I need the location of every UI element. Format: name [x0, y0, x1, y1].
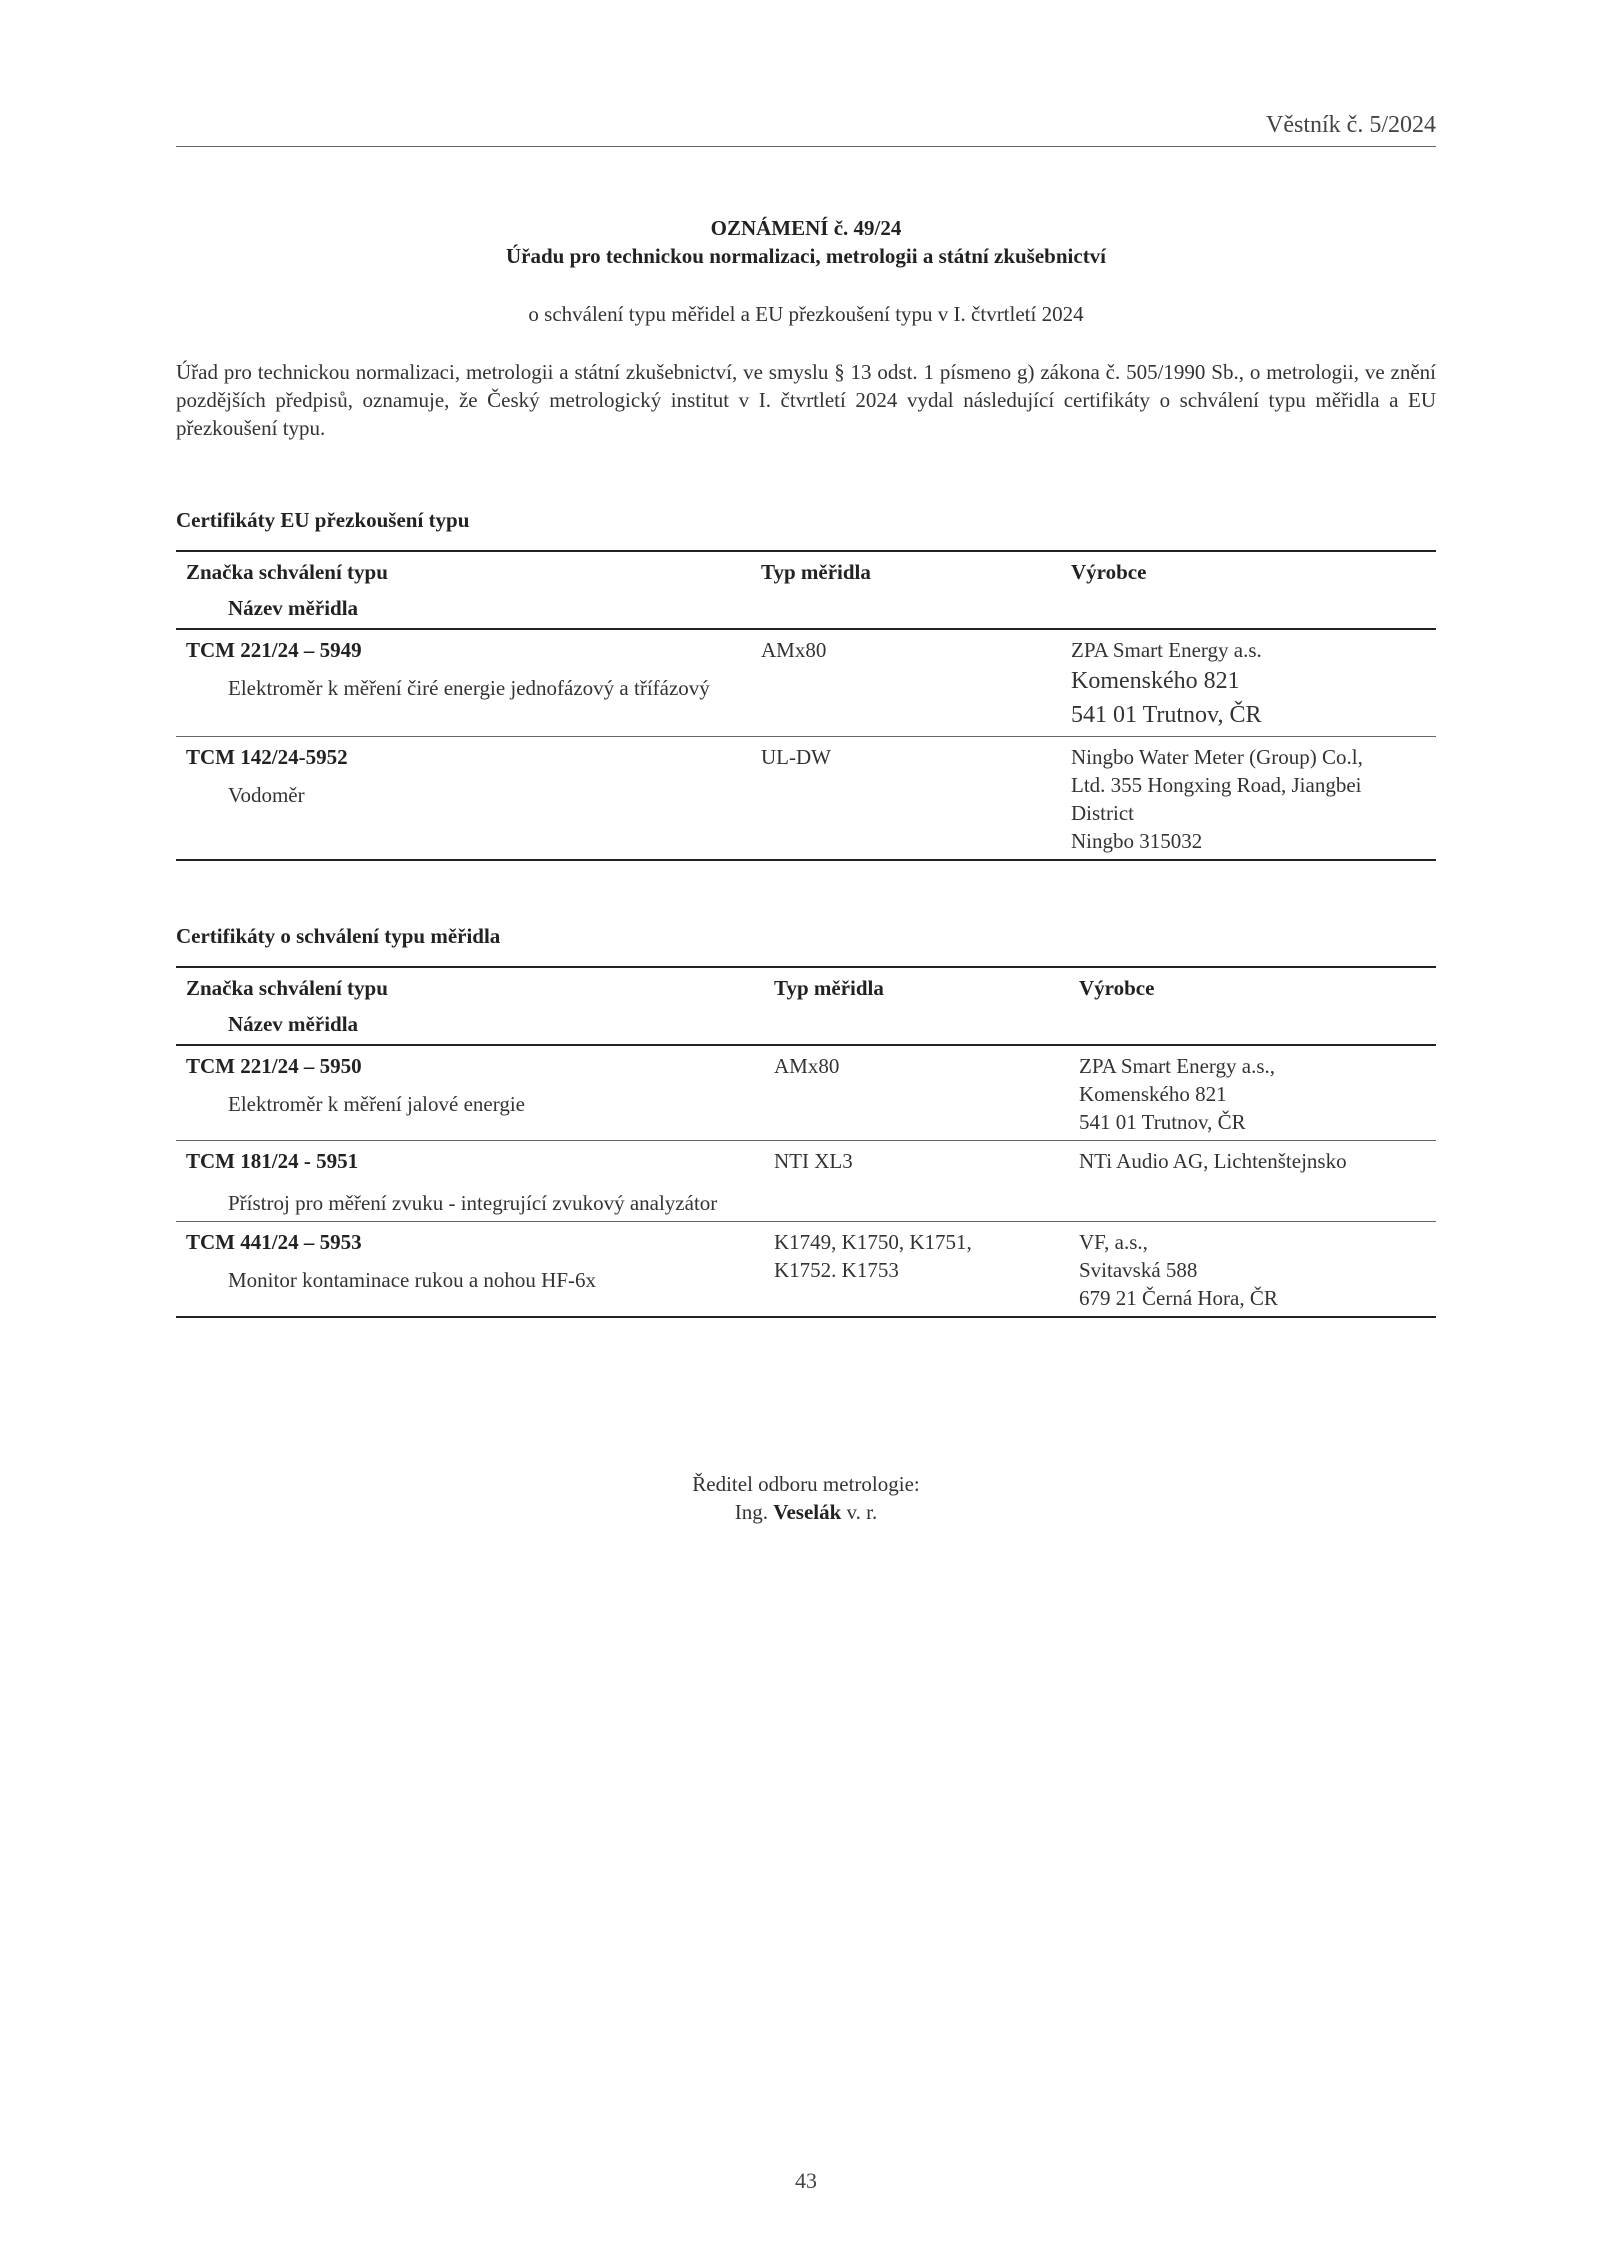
- manufacturer: [1061, 629, 1436, 737]
- intro-paragraph: Úřad pro technickou normalizaci, metrologii a státní zkušebnictví, ve smyslu § 13 odst. 1 písmeno g) zákona č. 505/1990 Sb., o metrologii, ve znění pozdějších předpisů, oznamuje, že Český metrologický institut v I. čtvrtletí 2024 vydal následující certifikáty o schválení typu měřidla a EU přezkoušení typu.: [176, 360, 1436, 440]
- col-header-type: Typ měřidla: [774, 976, 884, 1000]
- manufacturer-line: VF, a.s.,: [1079, 1230, 1148, 1254]
- manufacturer-line: 541 01 Trutnov, ČR: [1079, 1110, 1246, 1134]
- meter-type: AMx80: [774, 1054, 840, 1078]
- manufacturer-line: District: [1071, 801, 1134, 825]
- manufacturer-line: Ningbo 315032: [1071, 829, 1203, 853]
- approval-code: TCM 181/24 - 5951: [186, 1149, 359, 1173]
- eu-certificates-table: [176, 550, 1436, 861]
- col-header-maker: Výrobce: [1071, 560, 1147, 584]
- journal-header: Věstník č. 5/2024: [1266, 112, 1436, 138]
- approval-code: TCM 441/24 – 5953: [186, 1230, 362, 1254]
- signature-block: [176, 1470, 1436, 1526]
- type-approval-table: [176, 966, 1436, 1318]
- meter-type-line: K1749, K1750, K1751,: [774, 1230, 972, 1254]
- header-rule: [176, 146, 1436, 147]
- col-header-name: Název měřidla: [228, 1012, 359, 1036]
- table-row: [176, 1222, 1436, 1318]
- notice-number: OZNÁMENÍ č. 49/24: [710, 216, 902, 240]
- manufacturer: [1069, 1045, 1436, 1141]
- manufacturer-line: ZPA Smart Energy a.s.,: [1079, 1054, 1276, 1078]
- meter-type-line: K1752. K1753: [774, 1258, 899, 1282]
- meter-name: Vodoměr: [228, 783, 305, 807]
- meter-type: [764, 1222, 1069, 1318]
- page-number: 43: [795, 2168, 817, 2193]
- meter-name: Přístroj pro měření zvuku - integrující zvukový analyzátor: [228, 1191, 718, 1215]
- section-title-national: Certifikáty o schválení typu měřidla: [176, 924, 501, 948]
- col-header-name: Název měřidla: [228, 596, 359, 620]
- notice-subtitle: o schválení typu měřidel a EU přezkoušení typu v I. čtvrtletí 2024: [528, 302, 1084, 326]
- signatory-surname: Veselák: [773, 1500, 842, 1524]
- col-header-type: Typ měřidla: [761, 560, 871, 584]
- manufacturer-line: Komenského 821: [1071, 668, 1240, 694]
- manufacturer-line: Svitavská 588: [1079, 1258, 1198, 1282]
- manufacturer: [1061, 737, 1436, 861]
- manufacturer: [1069, 1141, 1436, 1222]
- approval-code: TCM 221/24 – 5950: [186, 1054, 362, 1078]
- signatory-prefix: Ing.: [734, 1500, 768, 1524]
- col-header-code: Značka schválení typu: [186, 976, 388, 1000]
- meter-type: UL-DW: [761, 745, 831, 769]
- manufacturer-line: 679 21 Černá Hora, ČR: [1079, 1286, 1278, 1310]
- meter-name: Monitor kontaminace rukou a nohou HF-6x: [228, 1268, 597, 1292]
- table-row: [176, 737, 1436, 861]
- manufacturer-line: NTi Audio AG, Lichtenštejnsko: [1079, 1149, 1347, 1173]
- issuing-office: Úřadu pro technickou normalizaci, metrologii a státní zkušebnictví: [505, 244, 1107, 268]
- table-row: [176, 1045, 1436, 1141]
- col-header-maker: Výrobce: [1079, 976, 1155, 1000]
- meter-type: NTI XL3: [774, 1149, 853, 1173]
- table-row: [176, 629, 1436, 737]
- manufacturer: [1069, 1222, 1436, 1318]
- manufacturer-line: Ningbo Water Meter (Group) Co.l,: [1071, 745, 1363, 769]
- manufacturer-line: Ltd. 355 Hongxing Road, Jiangbei: [1071, 773, 1362, 797]
- manufacturer-line: ZPA Smart Energy a.s.: [1071, 638, 1262, 662]
- approval-code: TCM 142/24-5952: [186, 745, 348, 769]
- signatory-suffix: v. r.: [846, 1500, 878, 1524]
- manufacturer-line: 541 01 Trutnov, ČR: [1071, 702, 1262, 728]
- notice-title: [176, 214, 1436, 270]
- meter-type: AMx80: [761, 638, 827, 662]
- signatory-role: Ředitel odboru metrologie:: [692, 1472, 920, 1496]
- meter-name: Elektroměr k měření čiré energie jednofázový a třífázový: [228, 676, 710, 700]
- table-row: [176, 1141, 1436, 1222]
- col-header-code: Značka schválení typu: [186, 560, 388, 584]
- section-title-eu: Certifikáty EU přezkoušení typu: [176, 508, 470, 532]
- manufacturer-line: Komenského 821: [1079, 1082, 1227, 1106]
- signatory-name: [176, 1498, 1436, 1526]
- approval-code: TCM 221/24 – 5949: [186, 638, 362, 662]
- meter-name: Elektroměr k měření jalové energie: [228, 1092, 525, 1116]
